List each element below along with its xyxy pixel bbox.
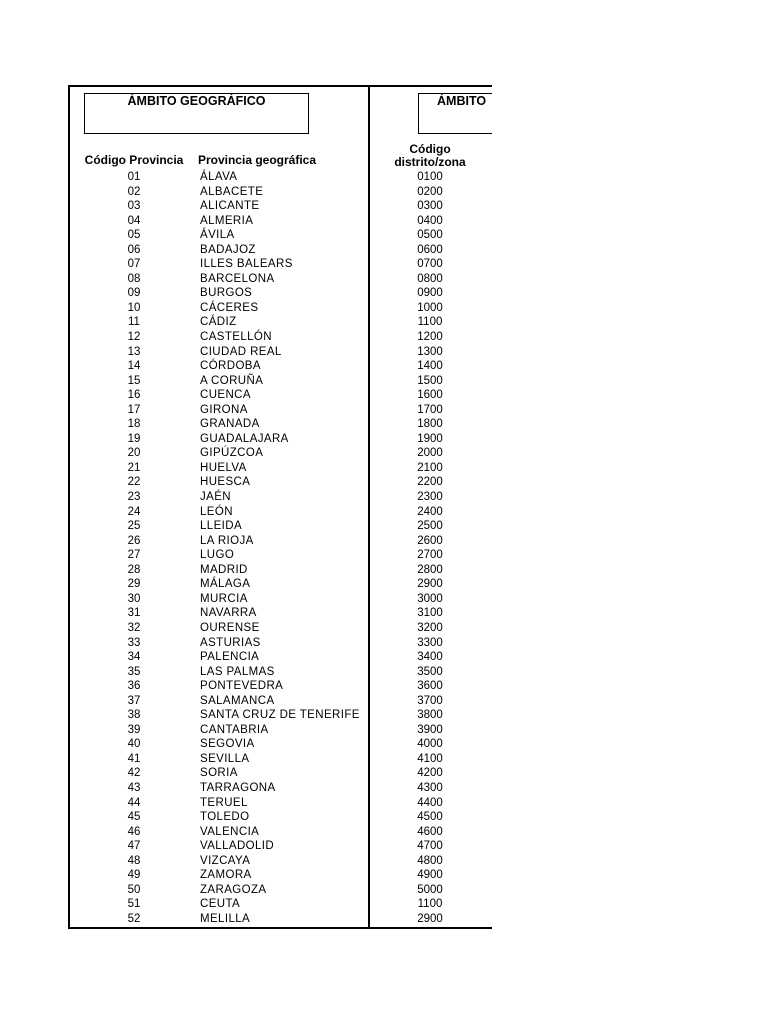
district-code-cell: 4100 [417, 752, 443, 765]
table-row [0, 650, 492, 665]
table-row [0, 330, 492, 345]
province-name-cell: TOLEDO [200, 811, 250, 824]
district-code-cell: 3800 [417, 709, 443, 722]
province-code-cell: 52 [127, 912, 141, 925]
table-row [0, 446, 492, 461]
province-code-cell: 27 [127, 549, 141, 562]
province-code-cell: 20 [127, 447, 141, 460]
table-row [0, 752, 492, 767]
table-row [0, 577, 492, 592]
province-code-cell: 16 [127, 389, 141, 402]
district-code-cell: 1200 [417, 331, 443, 344]
table-row [0, 796, 492, 811]
province-name-cell: CUENCA [200, 389, 251, 402]
province-code-cell: 43 [127, 781, 141, 794]
province-code-cell: 47 [127, 840, 141, 853]
province-code-cell: 38 [127, 709, 141, 722]
district-code-cell: 2100 [417, 461, 443, 474]
province-code-cell: 46 [127, 825, 141, 838]
district-code-cell: 1800 [417, 418, 443, 431]
district-code-cell: 0300 [417, 200, 443, 213]
district-code-cell: 3200 [417, 621, 443, 634]
district-code-cell: 3100 [417, 607, 443, 620]
province-name-cell: BARCELONA [200, 272, 275, 285]
table-row [0, 301, 492, 316]
header-codigo-provincia: Código Provincia [84, 153, 184, 167]
province-code-cell: 14 [127, 360, 141, 373]
province-name-cell: JAÉN [200, 491, 231, 504]
district-code-cell: 1100 [417, 316, 443, 329]
province-name-cell: NAVARRA [200, 607, 257, 620]
province-code-cell: 22 [127, 476, 141, 489]
table-frame-top [69, 85, 492, 87]
ambito-title-right: ÁMBITO [437, 94, 487, 108]
province-code-cell: 11 [128, 316, 140, 329]
table-row [0, 592, 492, 607]
district-code-cell: 4300 [417, 781, 443, 794]
district-code-cell: 2600 [417, 534, 443, 547]
district-code-cell: 3300 [417, 636, 443, 649]
province-code-cell: 24 [127, 505, 141, 518]
district-code-cell: 1100 [417, 898, 443, 911]
province-code-cell: 37 [127, 694, 141, 707]
district-code-cell: 0900 [417, 287, 443, 300]
table-row [0, 897, 492, 912]
province-name-cell: ZARAGOZA [200, 883, 267, 896]
province-name-cell: ÁLAVA [200, 171, 238, 183]
table-row [0, 228, 492, 243]
province-code-cell: 23 [127, 491, 141, 504]
province-name-cell: PONTEVEDRA [200, 680, 284, 693]
province-code-cell: 07 [127, 258, 141, 271]
province-name-cell: LA RIOJA [200, 534, 254, 547]
table-row [0, 461, 492, 476]
header-codigo-distrito-line1: Código [409, 142, 451, 156]
province-code-cell: 50 [127, 883, 141, 896]
province-name-cell: HUESCA [200, 476, 251, 489]
province-name-cell: MELILLA [200, 912, 251, 925]
province-code-cell: 33 [127, 636, 141, 649]
district-code-cell: 2700 [417, 549, 443, 562]
province-name-cell: SORIA [200, 767, 238, 780]
province-name-cell: ALMERIA [200, 214, 254, 227]
district-code-cell: 3400 [417, 651, 443, 664]
district-code-cell: 2900 [417, 912, 443, 925]
district-code-cell: 1900 [417, 432, 443, 445]
province-code-cell: 26 [127, 534, 141, 547]
province-name-cell: SEGOVIA [200, 738, 255, 751]
province-code-cell: 03 [127, 200, 141, 213]
province-code-cell: 17 [127, 403, 141, 416]
district-code-cell: 3700 [417, 694, 443, 707]
province-name-cell: GRANADA [200, 418, 260, 431]
province-code-cell: 15 [127, 374, 141, 387]
table-row [0, 868, 492, 883]
province-code-cell: 35 [127, 665, 141, 678]
district-code-cell: 0200 [417, 185, 443, 198]
district-code-cell: 4800 [417, 854, 443, 867]
province-name-cell: LEÓN [200, 505, 233, 518]
province-name-cell: MURCIA [200, 592, 248, 605]
province-code-cell: 08 [127, 272, 141, 285]
province-code-cell: 42 [127, 767, 141, 780]
table-row [0, 359, 492, 374]
district-code-cell: 3600 [417, 680, 443, 693]
province-name-cell: LLEIDA [200, 520, 243, 533]
table-row [0, 374, 492, 389]
district-code-cell: 3000 [417, 592, 443, 605]
table-row [0, 548, 492, 563]
table-row [0, 606, 492, 621]
province-name-cell: ALICANTE [200, 200, 260, 213]
table-row [0, 737, 492, 752]
province-name-cell: BURGOS [200, 287, 253, 300]
province-name-cell: MADRID [200, 563, 248, 576]
province-code-cell: 02 [127, 185, 141, 198]
province-name-cell: SEVILLA [200, 752, 250, 765]
province-code-cell: 19 [127, 432, 141, 445]
district-code-cell: 2500 [417, 520, 443, 533]
province-name-cell: CÓRDOBA [200, 360, 261, 373]
province-name-cell: VALENCIA [200, 825, 260, 838]
province-name-cell: GUADALAJARA [200, 432, 289, 445]
province-name-cell: PALENCIA [200, 651, 260, 664]
province-code-cell: 31 [127, 607, 141, 620]
table-row [0, 345, 492, 360]
table-row [0, 621, 492, 636]
district-code-cell: 0400 [417, 214, 443, 227]
province-code-cell: 04 [127, 214, 141, 227]
district-code-cell: 1400 [417, 360, 443, 373]
province-name-cell: ÁVILA [200, 229, 235, 242]
province-code-cell: 10 [127, 301, 141, 314]
header-provincia-geografica: Provincia geográfica [197, 153, 317, 167]
district-code-cell: 4400 [417, 796, 443, 809]
province-code-cell: 21 [127, 461, 141, 474]
province-code-cell: 18 [127, 418, 141, 431]
province-code-cell: 09 [127, 287, 141, 300]
province-name-cell: ALBACETE [200, 185, 264, 198]
province-name-cell: VALLADOLID [200, 840, 275, 853]
province-name-cell: OURENSE [200, 621, 260, 634]
table-row [0, 490, 492, 505]
ambito-title-left: ÁMBITO GEOGRÁFICO [127, 94, 266, 108]
province-code-cell: 36 [127, 680, 141, 693]
province-code-cell: 12 [127, 331, 141, 344]
table-row [0, 432, 492, 447]
table-row [0, 475, 492, 490]
table-row [0, 825, 492, 840]
header-codigo-distrito-line2: distrito/zona [394, 155, 466, 169]
province-name-cell: CÁCERES [200, 301, 259, 314]
province-code-cell: 25 [127, 520, 141, 533]
province-code-cell: 49 [127, 869, 141, 882]
table-row [0, 243, 492, 258]
province-code-cell: 29 [127, 578, 141, 591]
province-code-cell: 51 [127, 898, 141, 911]
table-row [0, 766, 492, 781]
province-name-cell: LAS PALMAS [200, 665, 275, 678]
district-code-cell: 1700 [417, 403, 443, 416]
province-code-cell: 13 [127, 345, 141, 358]
district-code-cell: 2200 [417, 476, 443, 489]
district-code-cell: 2400 [417, 505, 443, 518]
province-name-cell: CIUDAD REAL [200, 345, 282, 358]
table-row [0, 417, 492, 432]
province-table-body [0, 170, 492, 926]
district-code-cell: 0500 [417, 229, 443, 242]
table-row [0, 505, 492, 520]
header-codigo-distrito [388, 143, 472, 169]
province-code-cell: 40 [127, 738, 141, 751]
province-name-cell: ASTURIAS [200, 636, 261, 649]
table-row [0, 883, 492, 898]
table-row [0, 679, 492, 694]
province-name-cell: ZAMORA [200, 869, 252, 882]
province-name-cell: SANTA CRUZ DE TENERIFE [200, 709, 360, 722]
province-name-cell: LUGO [200, 549, 235, 562]
province-code-cell: 34 [127, 651, 141, 664]
province-code-cell: 45 [127, 811, 141, 824]
province-name-cell: A CORUÑA [200, 374, 264, 387]
table-row [0, 912, 492, 927]
district-code-cell: 3500 [417, 665, 443, 678]
district-code-cell: 4200 [417, 767, 443, 780]
district-code-cell: 1600 [417, 389, 443, 402]
table-row [0, 708, 492, 723]
table-row [0, 781, 492, 796]
province-name-cell: HUELVA [200, 461, 247, 474]
district-code-cell: 4600 [417, 825, 443, 838]
table-row [0, 854, 492, 869]
province-code-cell: 28 [127, 563, 141, 576]
province-name-cell: ILLES BALEARS [200, 258, 293, 271]
district-code-cell: 2000 [417, 447, 443, 460]
province-code-cell: 44 [127, 796, 141, 809]
province-code-cell: 32 [127, 621, 141, 634]
province-code-cell: 30 [127, 592, 141, 605]
table-row [0, 694, 492, 709]
district-code-cell: 1500 [417, 374, 443, 387]
province-name-cell: TARRAGONA [200, 781, 276, 794]
table-row [0, 170, 492, 185]
district-code-cell: 2800 [417, 563, 443, 576]
province-code-cell: 41 [127, 752, 141, 765]
province-name-cell: GIRONA [200, 403, 248, 416]
district-code-cell: 1300 [417, 345, 443, 358]
table-row [0, 272, 492, 287]
table-row [0, 403, 492, 418]
district-code-cell: 2300 [417, 491, 443, 504]
province-code-cell: 05 [127, 229, 141, 242]
province-code-cell: 48 [127, 854, 141, 867]
district-code-cell: 0100 [417, 171, 443, 183]
table-row [0, 723, 492, 738]
table-row [0, 315, 492, 330]
table-row [0, 665, 492, 680]
district-code-cell: 0600 [417, 243, 443, 256]
province-name-cell: CEUTA [200, 898, 241, 911]
district-code-cell: 2900 [417, 578, 443, 591]
table-row [0, 810, 492, 825]
page-crop-area [492, 80, 768, 980]
province-name-cell: VIZCAYA [200, 854, 251, 867]
table-row [0, 214, 492, 229]
district-code-cell: 4000 [417, 738, 443, 751]
table-row [0, 519, 492, 534]
province-name-cell: BADAJOZ [200, 243, 256, 256]
province-code-cell: 06 [127, 243, 141, 256]
table-row [0, 563, 492, 578]
district-code-cell: 4500 [417, 811, 443, 824]
province-name-cell: CÁDIZ [200, 316, 237, 329]
table-row [0, 185, 492, 200]
province-name-cell: TERUEL [200, 796, 248, 809]
table-row [0, 199, 492, 214]
province-name-cell: CANTABRIA [200, 723, 269, 736]
table-row [0, 257, 492, 272]
province-name-cell: MÁLAGA [200, 578, 251, 591]
table-row [0, 286, 492, 301]
district-code-cell: 5000 [417, 883, 443, 896]
province-name-cell: CASTELLÓN [200, 331, 272, 344]
district-code-cell: 0700 [417, 258, 443, 271]
table-row [0, 534, 492, 549]
district-code-cell: 0800 [417, 272, 443, 285]
table-row [0, 839, 492, 854]
table-row [0, 636, 492, 651]
district-code-cell: 1000 [417, 301, 443, 314]
district-code-cell: 4700 [417, 840, 443, 853]
province-name-cell: GIPÚZCOA [200, 447, 264, 460]
province-code-cell: 01 [127, 171, 141, 183]
table-row [0, 388, 492, 403]
district-code-cell: 4900 [417, 869, 443, 882]
province-name-cell: SALAMANCA [200, 694, 275, 707]
table-frame-bottom [68, 927, 492, 929]
province-code-cell: 39 [127, 723, 141, 736]
district-code-cell: 3900 [417, 723, 443, 736]
